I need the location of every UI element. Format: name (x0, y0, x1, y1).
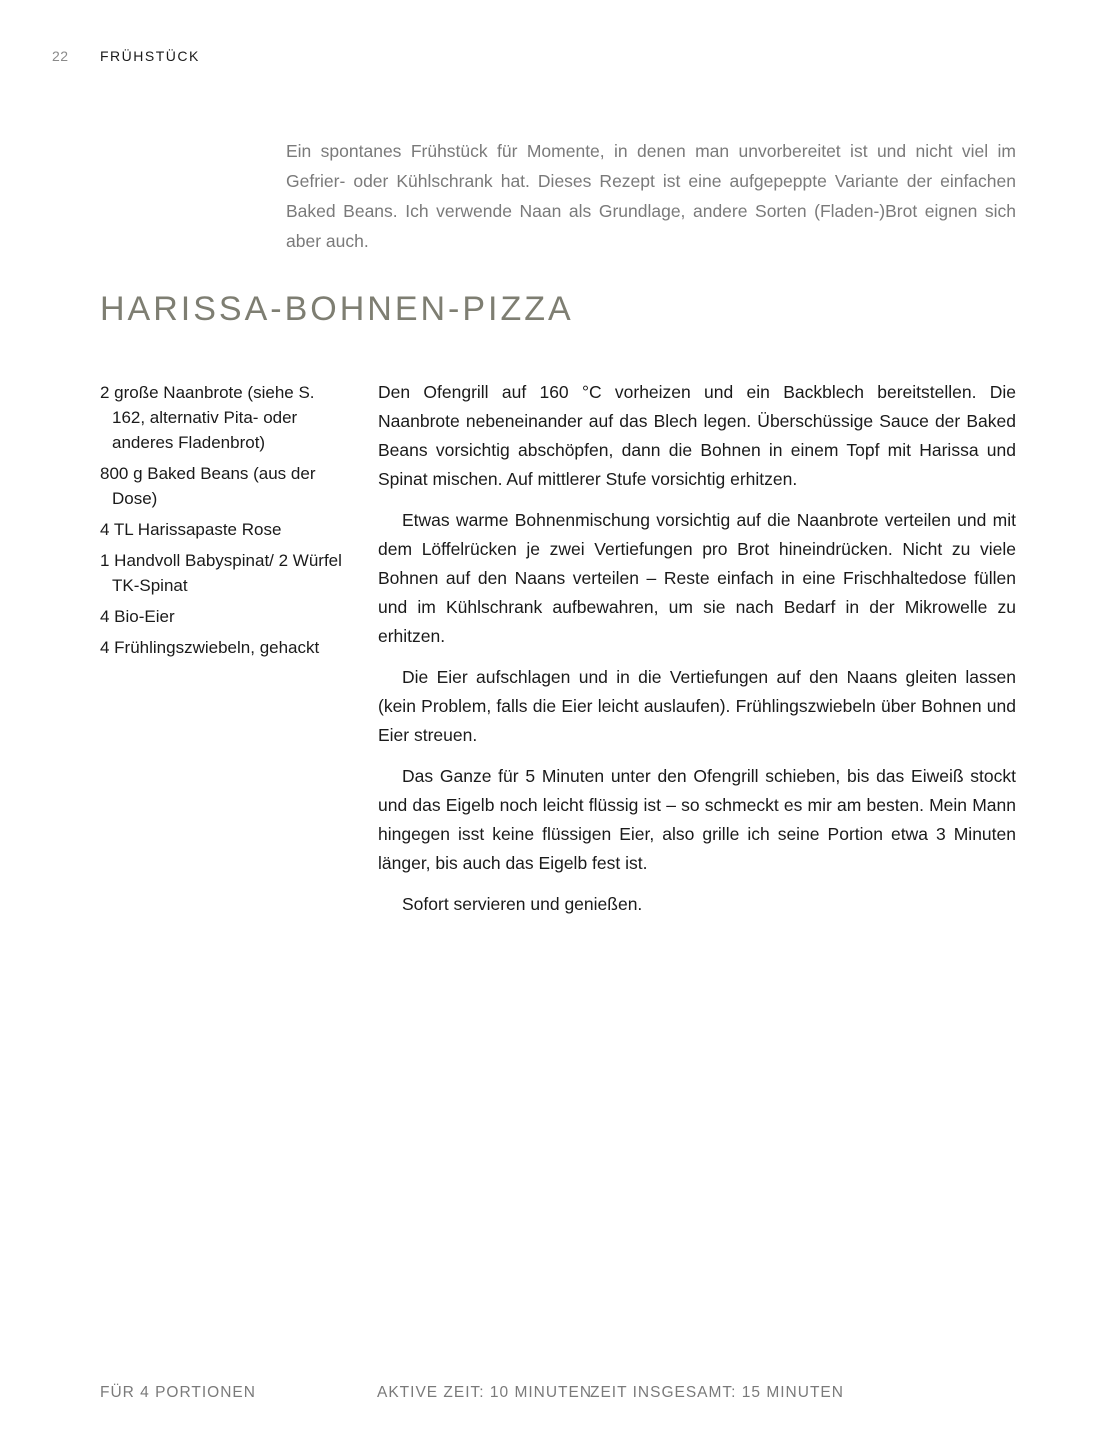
recipe-footer (0, 1384, 1116, 1406)
ingredient-item: 2 große Naanbrote (siehe S. 162, alternativ Pita- oder anderes Fladenbrot) (100, 383, 315, 452)
instruction-step: Etwas warme Bohnenmischung vorsichtig auf die Naanbrote verteilen und mit dem Löffelrücken je zwei Vertiefungen pro Brot hineindrücken. Nicht zu viele Bohnen auf den Naans verteilen – Reste einfach in eine Frischhaltedose füllen und im Kühlschrank aufbewahren, um sie nach Bedarf in der Mikrowelle zu erhitzen. (378, 510, 1016, 646)
ingredient-item: 800 g Baked Beans (aus der Dose) (100, 464, 316, 508)
instruction-step: Das Ganze für 5 Minuten unter den Ofengrill schieben, bis das Eiweiß stockt und das Eigelb noch leicht flüssig ist – so schmeckt es mir am besten. Mein Mann hingegen isst keine flüssigen Eier, also grille ich seine Portion etwa 3 Minuten länger, bis auch das Eigelb fest ist. (378, 766, 1016, 873)
recipe-title: HARISSA-BOHNEN-PIZZA (100, 290, 574, 328)
ingredient-item: 4 Bio-Eier (100, 607, 175, 626)
instructions (378, 378, 1016, 931)
ingredient-list (100, 380, 350, 666)
active-time-info: AKTIVE ZEIT: 10 MINUTEN (377, 1384, 593, 1401)
portions-info: FÜR 4 PORTIONEN (100, 1384, 256, 1401)
ingredient-item: 4 Frühlingszwiebeln, gehackt (100, 638, 320, 657)
total-time-info: ZEIT INSGESAMT: 15 MINUTEN (590, 1384, 844, 1401)
instruction-step: Die Eier aufschlagen und in die Vertiefungen auf den Naans gleiten lassen (kein Problem, falls die Eier leicht auslaufen). Frühlingszwiebeln über Bohnen und Eier streuen. (378, 667, 1016, 745)
chapter-title: FRÜHSTÜCK (100, 48, 200, 64)
page-number: 22 (52, 48, 69, 64)
ingredient-item: 4 TL Harissapaste Rose (100, 520, 282, 539)
ingredient-item: 1 Handvoll Babyspinat/ 2 Würfel TK-Spinat (100, 551, 342, 595)
instruction-step: Den Ofengrill auf 160 °C vorheizen und ein Backblech bereitstellen. Die Naanbrote nebeneinander auf das Blech legen. Überschüssige Sauce der Baked Beans vorsichtig abschöpfen, dann die Bohnen in einem Topf mit Harissa und Spinat mischen. Auf mittlerer Stufe vorsichtig erhitzen. (378, 382, 1016, 489)
recipe-intro: Ein spontanes Frühstück für Momente, in denen man unvorbereitet ist und nicht viel im Gefrier- oder Kühlschrank hat. Dieses Rezept ist eine aufgepeppte Variante der einfachen Baked Beans. Ich verwende Naan als Grundlage, andere Sorten (Fladen-)Brot eignen sich aber auch. (286, 141, 1016, 251)
instruction-step: Sofort servieren und genießen. (402, 894, 643, 914)
